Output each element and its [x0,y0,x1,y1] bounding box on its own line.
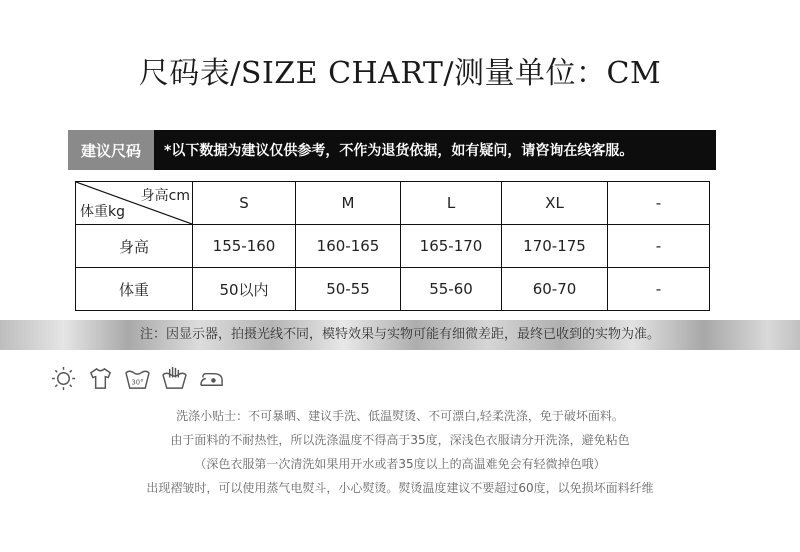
table-corner-cell [76,182,193,225]
table-cell: 155-160 [193,225,296,268]
corner-label-height: 身高cm [140,188,190,204]
size-header-cell: S [193,182,296,225]
table-cell: 60-70 [502,268,608,311]
corner-label-weight: 体重kg [80,204,125,220]
table-cell: - [608,225,710,268]
page-title: 尺码表/SIZE CHART/测量单位：CM [138,56,662,91]
care-icons [50,365,225,392]
care-line: 由于面料的不耐热性，所以洗涤温度不得高于35度，深浅色衣服请分开洗涤，避免粘色 [170,433,630,447]
table-cell: 50以内 [193,268,296,311]
tshirt-icon [87,365,114,392]
size-chart-table [75,181,710,311]
table-cell: 50-55 [296,268,401,311]
iron-icon [198,365,225,392]
care-line: 出现褶皱时，可以使用蒸气电熨斗，小心熨烫。熨烫温度建议不要超过60度，以免损坏面料纤维 [146,481,654,495]
recommendation-bar [68,130,716,170]
table-header-row [76,182,710,225]
sun-icon [50,365,77,392]
table-row [76,225,710,268]
table-cell: - [608,268,710,311]
size-header-cell: XL [502,182,608,225]
hand-wash-icon [161,365,188,392]
wash-30-icon [124,365,151,392]
table-cell: 165-170 [401,225,502,268]
table-cell: 55-60 [401,268,502,311]
size-header-cell: M [296,182,401,225]
table-row [76,268,710,311]
size-header-cell: - [608,182,710,225]
table-cell: 170-175 [502,225,608,268]
recommendation-tag: 建议尺码 [68,130,154,170]
row-label: 体重 [76,268,193,311]
disclaimer-text: 注：因显示器，拍摄光线不同，模特效果与实物可能有细微差距，最终已收到的实物为准。 [139,327,660,342]
row-label: 身高 [76,225,193,268]
table-cell: 160-165 [296,225,401,268]
care-line: （深色衣服第一次清洗如果用开水或者35度以上的高温难免会有轻微掉色哦） [194,457,606,471]
svg-text:30°: 30° [131,378,144,387]
recommendation-note: *以下数据为建议仅供参考，不作为退货依据，如有疑问，请咨询在线客服。 [164,143,634,159]
care-instructions [0,404,800,500]
disclaimer-band [0,320,800,350]
care-line: 洗涤小贴士：不可暴晒、建议手洗、低温熨烫、不可漂白,轻柔洗涤，免于破坏面料。 [176,409,624,423]
size-header-cell: L [401,182,502,225]
